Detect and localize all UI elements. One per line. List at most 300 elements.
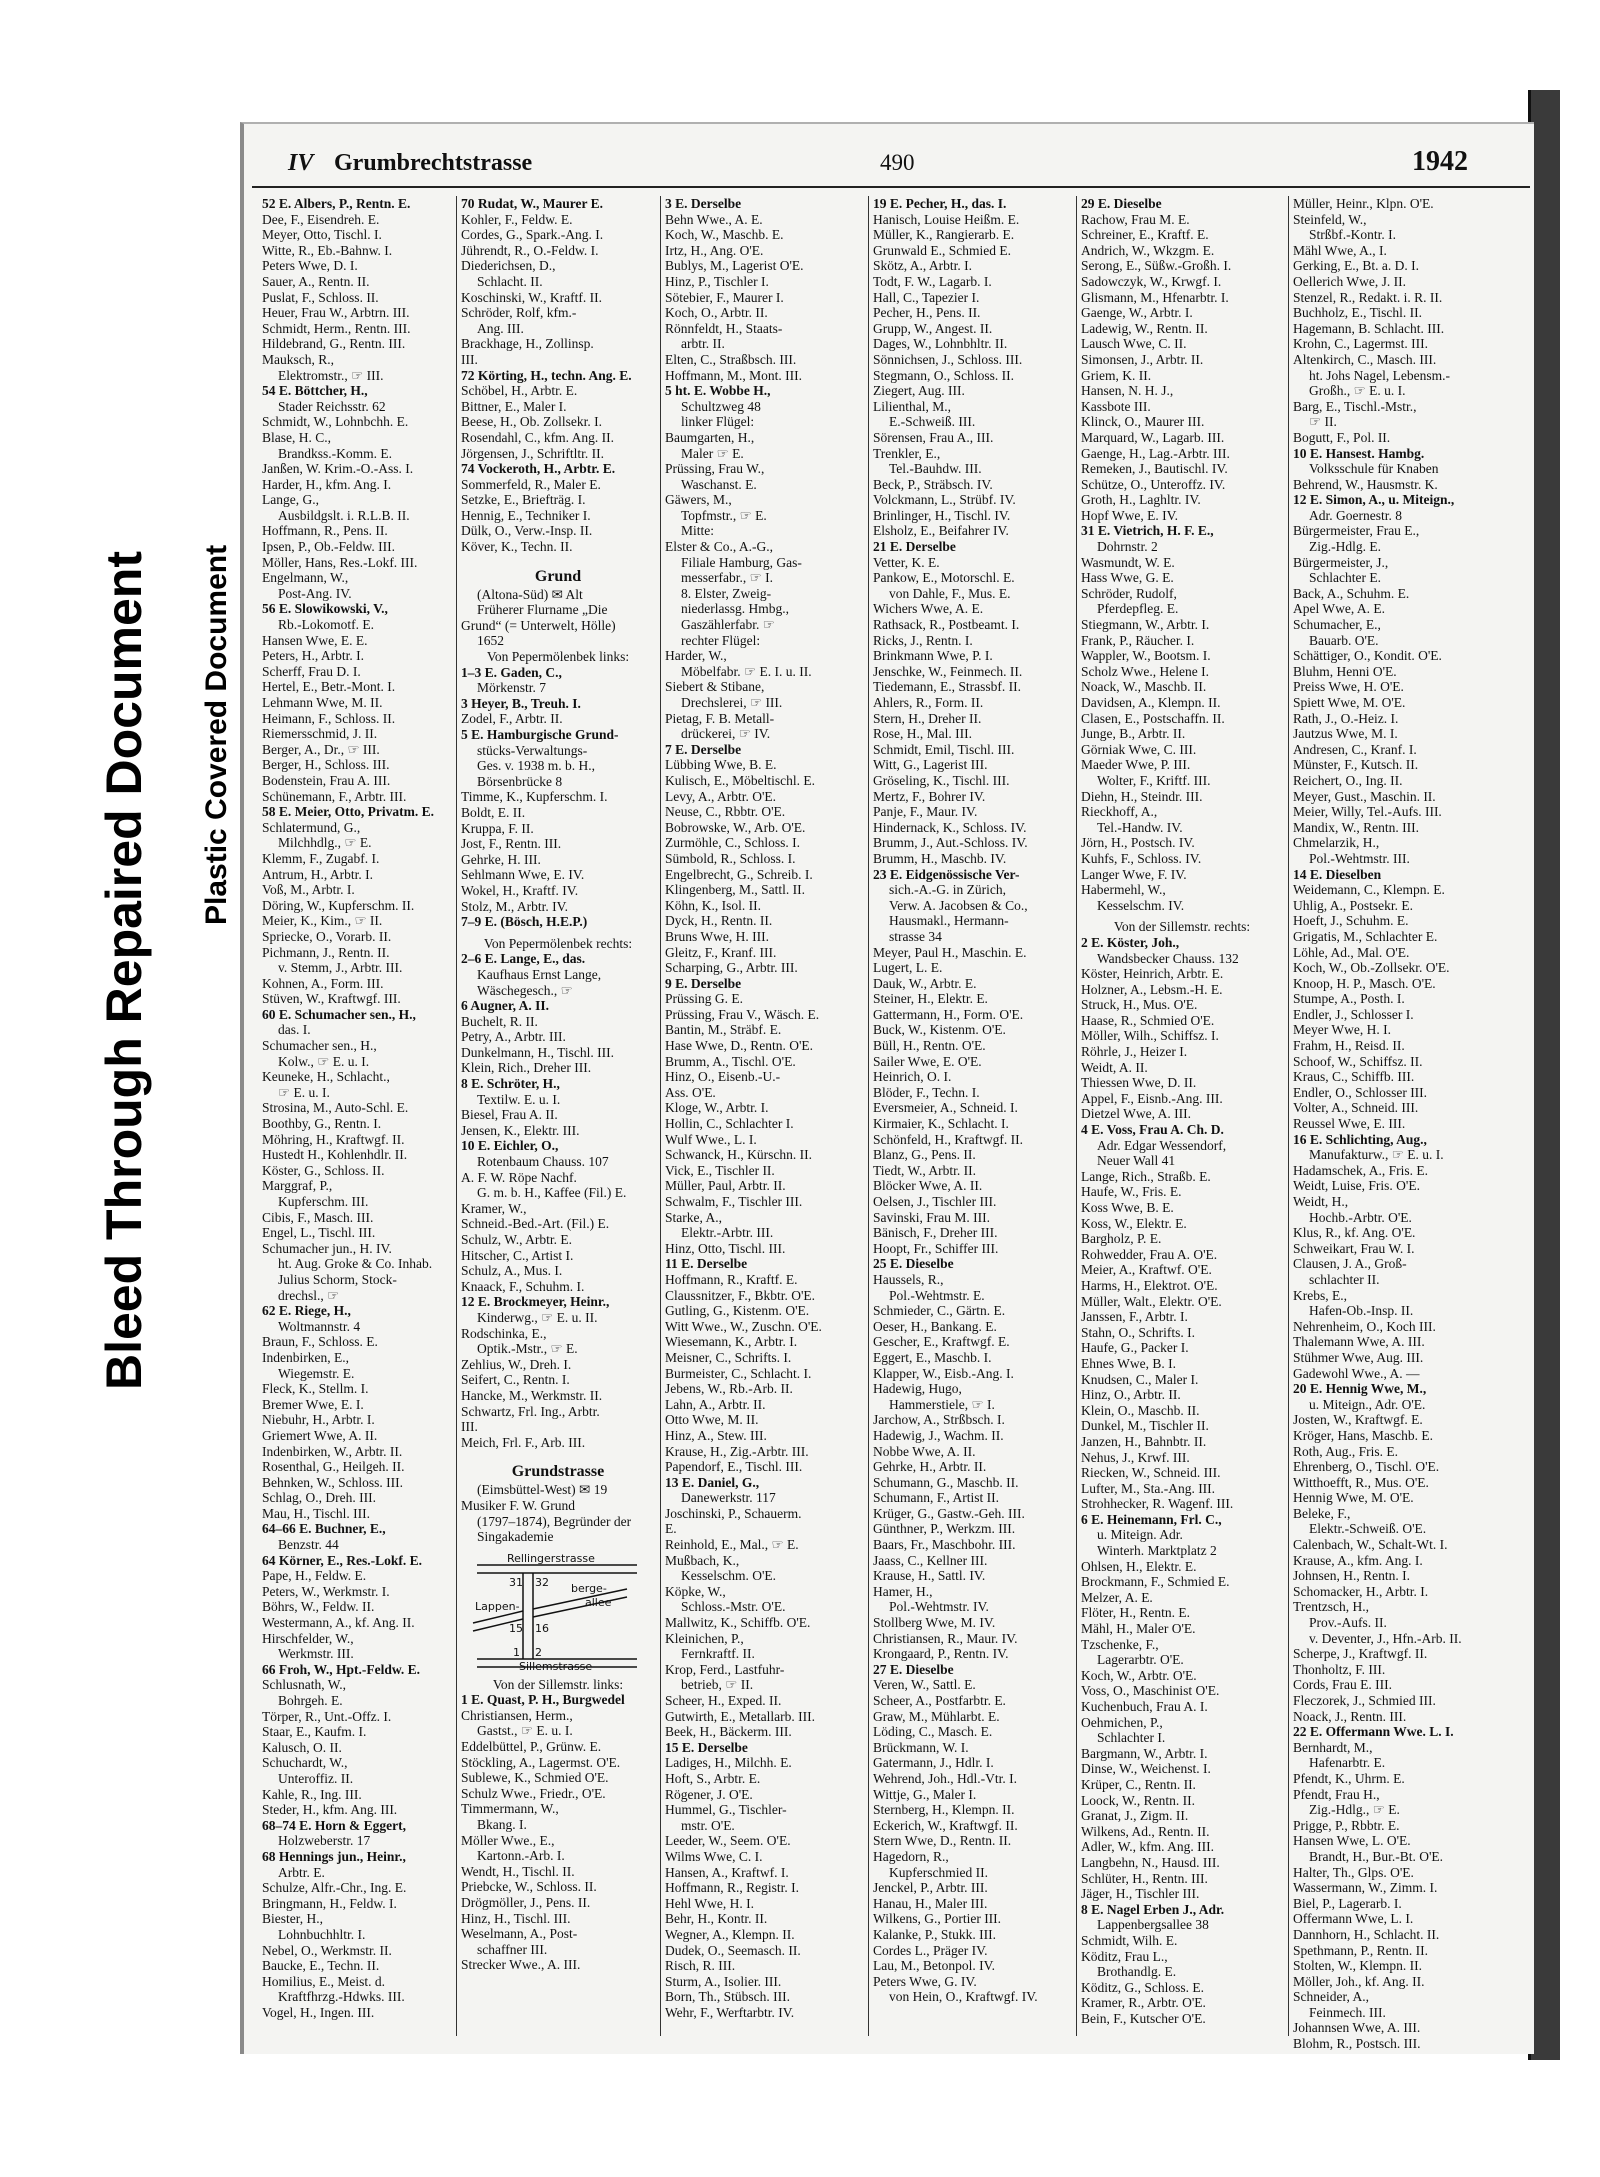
- entry-continuation: Ges. v. 1938 m. b. H.,: [477, 758, 595, 774]
- side-note-bleed-through: Bleed Through Repaired Document: [96, 551, 152, 1390]
- resident-entry: Baars, Fr., Maschbohr. III.: [873, 1537, 1016, 1553]
- resident-entry: Kahle, R., Ing. III.: [262, 1786, 362, 1802]
- resident-entry: Löhle, Ad., Mal. O'E.: [1293, 944, 1410, 960]
- resident-entry: Pfendt, K., Uhrm. E.: [1293, 1770, 1405, 1786]
- entry-continuation: Mitte:: [681, 523, 714, 539]
- resident-entry: Harder, W.,: [665, 648, 727, 664]
- house-entry: 60 E. Schumacher sen., H.,: [262, 1006, 416, 1022]
- directory-year: 1942: [1412, 146, 1468, 177]
- resident-entry: Koss Wwe, B. E.: [1081, 1200, 1174, 1215]
- resident-entry: Wichers Wwe, A. E.: [873, 601, 984, 617]
- resident-entry: Rönnfeldt, H., Staats-: [665, 320, 783, 336]
- resident-entry: Lehmann Wwe, M. II.: [262, 695, 383, 710]
- resident-entry: Gutwirth, E., Metallarb. III.: [665, 1708, 815, 1724]
- resident-entry: Hagedorn, R.,: [873, 1848, 949, 1864]
- resident-entry: Müller, Walt., Elektr. O'E.: [1081, 1293, 1222, 1309]
- resident-entry: Biester, H.,: [262, 1911, 323, 1927]
- resident-entry: Köster, G., Schloss. II.: [262, 1162, 385, 1178]
- resident-entry: Jaass, C., Kellner III.: [873, 1552, 988, 1568]
- resident-entry: Sönnichsen, J., Schloss. III.: [873, 351, 1023, 367]
- resident-entry: Klinck, O., Maurer III.: [1081, 414, 1205, 430]
- entry-continuation: Prov.-Aufs. II.: [1309, 1615, 1387, 1631]
- resident-entry: Müller, Paul, Arbtr. II.: [665, 1178, 786, 1194]
- resident-entry: Schuchardt, W.,: [262, 1755, 348, 1771]
- resident-entry: Hancke, M., Werkmstr. II.: [461, 1387, 603, 1403]
- resident-entry: Schumacher, E.,: [1293, 617, 1381, 633]
- entry-continuation: Kupferschmied II.: [889, 1864, 988, 1880]
- resident-entry: Elster & Co., A.-G.,: [665, 539, 773, 555]
- archive-side-notes: [0, 0, 240, 2177]
- entry-continuation: u. Miteign., Adr. O'E.: [1309, 1396, 1426, 1412]
- resident-entry: Bogutt, F., Pol. II.: [1293, 429, 1391, 445]
- resident-entry: Mähl Wwe, A., I.: [1293, 242, 1387, 258]
- entry-continuation: Strßbf.-Kontr. I.: [1309, 227, 1396, 243]
- resident-entry: Clasen, E., Postschaffn. II.: [1081, 710, 1225, 726]
- resident-entry: Halter, Th., Glps. O'E.: [1293, 1864, 1414, 1880]
- resident-entry: Savinski, Frau M. III.: [873, 1209, 990, 1225]
- directory-column-1: [258, 196, 454, 2036]
- resident-entry: Kulisch, E., Möbeltischl. E.: [665, 772, 815, 788]
- map-label-rellingerstrasse: Rellingerstrasse: [507, 1551, 595, 1565]
- resident-entry: Simonsen, J., Arbtr. II.: [1081, 351, 1204, 367]
- house-entry: 68 Hennings jun., Heinr.,: [262, 1848, 406, 1864]
- resident-entry: Bodenstein, Frau A. III.: [262, 772, 391, 788]
- resident-entry: Rosendahl, C., kfm. Ang. II.: [461, 429, 614, 445]
- resident-entry: Hopf Wwe, E. IV.: [1081, 507, 1178, 523]
- resident-entry: Wappler, W., Bootsm. I.: [1081, 648, 1211, 664]
- house-entry: 16 E. Schlichting, Aug.,: [1293, 1131, 1427, 1147]
- resident-entry: Steiner, H., Elektr. E.: [873, 991, 988, 1007]
- house-entry: 19 E. Pecher, H., das. I.: [873, 196, 1007, 211]
- house-entry: 20 E. Hennig Wwe, M.,: [1293, 1381, 1427, 1397]
- resident-entry: Mandix, W., Rentn. III.: [1293, 819, 1419, 835]
- entry-continuation: Post-Ang. IV.: [278, 585, 352, 601]
- resident-entry: Weidt, A. II.: [1081, 1059, 1148, 1075]
- resident-entry: Bruns Wwe, H. III.: [665, 928, 769, 944]
- resident-entry: Langer Wwe, F. IV.: [1081, 866, 1187, 882]
- entry-continuation: sich.-A.-G. in Zürich,: [889, 882, 1006, 898]
- resident-entry: Sommerfeld, R., Maler E.: [461, 476, 601, 492]
- resident-entry: Schröder, Rolf, kfm.-: [461, 305, 577, 321]
- resident-entry: Krongaard, P., Rentn. IV.: [873, 1646, 1009, 1662]
- resident-entry: Cibis, F., Masch. III.: [262, 1209, 374, 1225]
- entry-continuation: Elektr.-Schweiß. O'E.: [1309, 1521, 1427, 1537]
- resident-entry: Böhrs, W., Feldw. II.: [262, 1599, 375, 1615]
- resident-entry: Brumm, J., Aut.-Schloss. IV.: [873, 835, 1028, 851]
- resident-entry: Hoffmann, R., Registr. I.: [665, 1880, 799, 1896]
- resident-entry: Hoopt, Fr., Schiffer III.: [873, 1240, 999, 1256]
- resident-entry: Haase, R., Schmied O'E.: [1081, 1012, 1215, 1028]
- resident-entry: Beek, H., Bäckerm. III.: [665, 1724, 792, 1740]
- house-entry: 2–6 E. Lange, E., das.: [461, 951, 586, 967]
- entry-continuation: ☞ E. u. I.: [278, 1084, 330, 1100]
- resident-entry: Blase, H. C.,: [262, 429, 331, 445]
- house-entry: 52 E. Albers, P., Rentn. E.: [262, 196, 411, 211]
- entry-continuation: rechter Flügel:: [681, 632, 761, 648]
- entry-continuation: Hafenarbtr. E.: [1309, 1755, 1386, 1771]
- resident-entry: Ehrenberg, O., Tischl. O'E.: [1293, 1459, 1440, 1475]
- resident-entry: Müller, K., Rangierarb. E.: [873, 227, 1015, 243]
- resident-entry: Schwartz, Frl. Ing., Arbtr.: [461, 1403, 600, 1419]
- resident-entry: Schumann, G., Maschb. II.: [873, 1474, 1019, 1490]
- resident-entry: Törper, R., Unt.-Offz. I.: [262, 1708, 392, 1724]
- section-direction: Von Pepermölenbek links:: [486, 649, 630, 665]
- resident-entry: Sternberg, H., Klempn. II.: [873, 1802, 1015, 1818]
- entry-continuation: drechsl., ☞: [278, 1287, 340, 1303]
- resident-entry: Klein, O., Maschb. II.: [1081, 1402, 1200, 1418]
- resident-entry: Holzner, A., Lebsm.-H. E.: [1081, 981, 1223, 997]
- entry-continuation: strasse 34: [889, 928, 942, 944]
- resident-entry: Sauer, A., Rentn. II.: [262, 273, 370, 289]
- resident-entry: Oehmichen, P.,: [1081, 1714, 1163, 1730]
- resident-entry: Lugert, L. E.: [873, 960, 943, 976]
- entry-continuation: Brandt, H., Bur.-Bt. O'E.: [1309, 1848, 1444, 1864]
- entry-continuation: Schlachter E.: [1309, 570, 1381, 586]
- resident-entry: Pfendt, Frau H.,: [1293, 1786, 1380, 1802]
- resident-entry: Prigge, P., Rbbtr. E.: [1293, 1817, 1400, 1833]
- resident-entry: Schumacher sen., H.,: [262, 1038, 377, 1054]
- resident-entry: Hoeft, J., Schuhm. E.: [1293, 913, 1409, 929]
- resident-entry: Nebel, O., Werkmstr. II.: [262, 1942, 392, 1958]
- resident-entry: Jautzus Wwe, M. I.: [1293, 726, 1398, 742]
- entry-continuation: Werkmstr. III.: [278, 1646, 354, 1662]
- resident-entry: Bringmann, H., Feldw. I.: [262, 1895, 397, 1911]
- resident-entry: Behr, H., Kontr. II.: [665, 1911, 768, 1927]
- resident-entry: Köver, K., Techn. II.: [461, 539, 573, 555]
- resident-entry: Spiett Wwe, M. O'E.: [1293, 695, 1406, 710]
- entry-continuation: Julius Schorm, Stock-: [278, 1271, 397, 1287]
- resident-entry: Elten, C., Straßbsch. III.: [665, 351, 797, 367]
- resident-entry: Meyer, Gust., Maschin. II.: [1293, 788, 1436, 804]
- resident-entry: Glismann, M., Hfenarbtr. I.: [1081, 289, 1229, 305]
- resident-entry: Witt Wwe., W., Zuschn. O'E.: [665, 1318, 822, 1334]
- resident-entry: Lahn, A., Arbtr. II.: [665, 1396, 766, 1412]
- resident-entry: Reichert, O., Ing. II.: [1293, 772, 1403, 788]
- resident-entry: Sturm, A., Isolier. III.: [665, 1973, 782, 1989]
- resident-entry: Nobbe Wwe, A. II.: [873, 1443, 976, 1459]
- entry-continuation: Elektr.-Arbtr. III.: [681, 1225, 774, 1241]
- entry-continuation: ht. Aug. Groke & Co. Inhab.: [278, 1256, 433, 1272]
- house-entry: 12 E. Brockmeyer, Heinr.,: [461, 1294, 610, 1310]
- resident-entry: Klemm, F., Zugabf. I.: [262, 850, 380, 866]
- resident-entry: Mau, H., Tischl. III.: [262, 1505, 371, 1521]
- entry-continuation: Lohnbuchhltr. I.: [278, 1926, 366, 1942]
- house-entry: 62 E. Riege, H.,: [262, 1303, 351, 1319]
- resident-entry: Leeder, W., Seem. O'E.: [665, 1833, 791, 1849]
- entry-continuation: Kraftfhrzg.-Hdwks. III.: [278, 1989, 405, 2005]
- entry-continuation: Benzstr. 44: [278, 1537, 339, 1553]
- resident-entry: Dee, F., Eisendreh. E.: [262, 211, 380, 227]
- resident-entry: Schweikart, Frau W. I.: [1293, 1240, 1415, 1256]
- resident-entry: Schumann, F., Artist II.: [873, 1490, 1000, 1506]
- resident-entry: Barg, E., Tischl.-Mstr.,: [1293, 398, 1417, 414]
- entry-continuation: Gaszählerfabr. ☞: [681, 617, 775, 633]
- resident-entry: Kalusch, O. II.: [262, 1739, 342, 1755]
- resident-entry: Jensen, K., Elektr. III.: [461, 1122, 580, 1138]
- resident-entry: Hitscher, C., Artist I.: [461, 1247, 574, 1263]
- resident-entry: Gaenge, W., Arbtr. I.: [1081, 305, 1193, 321]
- resident-entry: Beleke, F.,: [1293, 1505, 1351, 1521]
- resident-entry: Dauk, W., Arbtr. E.: [873, 975, 977, 991]
- entry-continuation: v. Deventer, J., Hfn.-Arb. II.: [1309, 1630, 1462, 1646]
- resident-entry: Vogel, H., Ingen. III.: [262, 2004, 375, 2020]
- resident-entry: Mallwitz, K., Schiffb. O'E.: [665, 1615, 811, 1631]
- house-entry: 3 E. Derselbe: [665, 196, 742, 211]
- resident-entry: Engel, L., Tischl. III.: [262, 1225, 376, 1241]
- resident-entry: Witt, G., Lagerist III.: [873, 757, 988, 773]
- house-entry: 7–9 E. (Bösch, H.E.P.): [461, 914, 588, 930]
- resident-entry: Witte, R., Eb.-Bahnw. I.: [262, 242, 393, 258]
- resident-entry: Dinse, W., Weichenst. I.: [1081, 1761, 1211, 1777]
- resident-entry: Keuneke, H., Schlacht.,: [262, 1069, 390, 1085]
- entry-continuation: betrieb, ☞ II.: [681, 1677, 754, 1693]
- resident-entry: Westermann, A., kf. Ang. II.: [262, 1615, 415, 1631]
- entry-continuation: Großh., ☞ E. u. I.: [1309, 383, 1406, 399]
- resident-entry: Klein, Rich., Dreher III.: [461, 1060, 592, 1076]
- resident-entry: Brackhage, H., Zollinsp.: [461, 336, 594, 352]
- resident-entry: Veren, W., Sattl. E.: [873, 1677, 976, 1693]
- resident-entry: Wendt, H., Tischl. II.: [461, 1863, 575, 1879]
- entry-continuation: niederlassg. Hmbg.,: [681, 601, 789, 617]
- resident-entry: Panje, F., Maur. IV.: [873, 804, 978, 820]
- directory-page: [240, 122, 1534, 2054]
- resident-entry: Möller, Joh., kf. Ang. II.: [1293, 1973, 1425, 1989]
- resident-entry: Behn Wwe., A. E.: [665, 211, 763, 227]
- resident-entry: Ladiges, H., Milchh. E.: [665, 1755, 792, 1771]
- entry-continuation: Wäschegesch., ☞: [477, 982, 573, 998]
- resident-entry: Schlag, O., Dreh. III.: [262, 1490, 376, 1506]
- entry-continuation: Lappenbergsallee 38: [1097, 1917, 1209, 1933]
- resident-entry: Thalemann Wwe, A. III.: [1293, 1334, 1425, 1350]
- resident-entry: Hadewig, J., Wachm. II.: [873, 1427, 1004, 1443]
- resident-entry: Köhn, K., Isol. II.: [665, 897, 761, 913]
- resident-entry: Hoffmann, R., Pens. II.: [262, 523, 388, 539]
- resident-entry: Baumgarten, H.,: [665, 429, 755, 445]
- entry-continuation: Arbtr. E.: [278, 1864, 325, 1880]
- entry-continuation: Schultzweg 48: [681, 398, 761, 414]
- resident-entry: Krüger, G., Gastw.-Geh. III.: [873, 1505, 1025, 1521]
- resident-entry: Gutling, G., Kistenm. O'E.: [665, 1303, 810, 1319]
- resident-entry: Calenbach, W., Schalt-Wt. I.: [1293, 1537, 1448, 1553]
- section-direction: Von Pepermölenbek rechts:: [483, 935, 633, 951]
- resident-entry: Müller, Heinr., Klpn. O'E.: [1293, 196, 1434, 211]
- entry-continuation: Bauarb. O'E.: [1309, 632, 1379, 648]
- resident-entry: Wassermann, W., Zimm. I.: [1293, 1880, 1438, 1896]
- resident-entry: Oeser, H., Bankang. E.: [873, 1318, 997, 1334]
- entry-continuation: Kolw., ☞ E. u. I.: [278, 1053, 370, 1069]
- resident-entry: Wehr, F., Werftarbtr. IV.: [665, 2004, 795, 2020]
- resident-entry: E.: [665, 1521, 677, 1537]
- resident-entry: Tiedt, W., Arbtr. II.: [873, 1162, 977, 1178]
- entry-continuation: Manufakturw., ☞ E. u. I.: [1309, 1147, 1444, 1163]
- resident-entry: Johnsen, H., Rentn. I.: [1293, 1568, 1410, 1584]
- house-entry: 64 Körner, E., Res.-Lokf. E.: [262, 1552, 423, 1568]
- entry-continuation: Tel.-Handw. IV.: [1097, 819, 1183, 835]
- entry-continuation: Singakademie: [477, 1529, 554, 1545]
- resident-entry: Scharping, G., Arbtr. III.: [665, 960, 798, 976]
- resident-entry: Hehl Wwe, H. I.: [665, 1895, 754, 1911]
- resident-entry: Cords, Frau E. III.: [1293, 1677, 1392, 1693]
- resident-entry: Prüssing, Frau V., Wäsch. E.: [665, 1006, 820, 1022]
- resident-entry: Vetter, K. E.: [873, 554, 940, 570]
- resident-entry: Hirschfelder, W.,: [262, 1630, 354, 1646]
- resident-entry: Apel Wwe, A. E.: [1293, 601, 1385, 617]
- resident-entry: Bernhardt, M.,: [1293, 1739, 1373, 1755]
- resident-entry: Schwanck, H., Kürschn. II.: [665, 1147, 812, 1163]
- resident-entry: Hildebrand, G., Rentn. III.: [262, 336, 406, 352]
- resident-entry: Pecher, H., Pens. II.: [873, 305, 981, 321]
- resident-entry: Pichmann, J., Rentn. II.: [262, 944, 390, 960]
- resident-entry: Pankow, E., Motorschl. E.: [873, 570, 1015, 586]
- resident-entry: Buchholz, E., Tischl. II.: [1293, 305, 1423, 321]
- resident-entry: Dyck, H., Rentn. II.: [665, 913, 773, 929]
- resident-entry: Offermann Wwe, L. I.: [1293, 1911, 1414, 1927]
- resident-entry: Janssen, F., Arbtr. I.: [1081, 1309, 1188, 1325]
- resident-entry: Griemert Wwe, A. II.: [262, 1427, 378, 1443]
- resident-entry: Bublys, M., Lagerist O'E.: [665, 258, 804, 274]
- page-number: 490: [880, 150, 915, 175]
- resident-entry: Gattermann, H., Form. O'E.: [873, 1006, 1024, 1022]
- spacer: [461, 555, 655, 561]
- resident-entry: Ahlers, R., Form. II.: [873, 695, 984, 710]
- entry-continuation: Gastst., ☞ E. u. I.: [477, 1723, 573, 1739]
- resident-entry: Cordes L., Präger IV.: [873, 1942, 988, 1958]
- resident-entry: Nehrenheim, O., Koch III.: [1293, 1318, 1436, 1334]
- resident-entry: Blöcker Wwe, A. II.: [873, 1178, 983, 1194]
- resident-entry: Bargmann, W., Arbtr. I.: [1081, 1745, 1208, 1761]
- resident-entry: Hummel, G., Tischler-: [665, 1802, 787, 1818]
- resident-entry: Hinz, A., Stew. III.: [665, 1427, 767, 1443]
- resident-entry: Fleczorek, J., Schmied III.: [1293, 1693, 1436, 1708]
- resident-entry: Bremer Wwe, E. I.: [262, 1396, 364, 1412]
- resident-entry: Levy, A., Arbtr. O'E.: [665, 788, 777, 804]
- resident-entry: Claussnitzer, F., Bkbtr. O'E.: [665, 1287, 816, 1303]
- resident-entry: Engelbrecht, G., Schreib. I.: [665, 866, 813, 882]
- entry-continuation: (Altona-Süd) ✉ Alt: [477, 586, 583, 602]
- resident-entry: Stüven, W., Kraftwgf. III.: [262, 991, 401, 1007]
- resident-entry: Koch, W., Arbtr. O'E.: [1081, 1667, 1197, 1683]
- resident-entry: Schomacker, H., Arbtr. I.: [1293, 1583, 1429, 1599]
- resident-entry: Köditz, Frau L.,: [1081, 1948, 1168, 1964]
- resident-entry: Jenckel, P., Arbtr. III.: [873, 1880, 988, 1896]
- resident-entry: Hanisch, Louise Heißm. E.: [873, 211, 1020, 227]
- resident-entry: Remeken, J., Bautischl. IV.: [1081, 461, 1228, 477]
- resident-entry: Scholz Wwe., Helene I.: [1081, 663, 1209, 679]
- resident-entry: Kassbote III.: [1081, 398, 1151, 414]
- directory-column-6: [1288, 196, 1519, 2052]
- resident-entry: Burmeister, C., Schlacht. I.: [665, 1365, 812, 1381]
- entry-continuation: Danewerkstr. 117: [681, 1490, 776, 1506]
- resident-entry: Ehnes Wwe, B. I.: [1081, 1355, 1176, 1371]
- entry-continuation: Rotenbaum Chauss. 107: [477, 1154, 609, 1170]
- resident-entry: Indenbirken, E.,: [262, 1349, 349, 1365]
- house-entry: 10 E. Hansest. Hambg.: [1293, 445, 1425, 461]
- resident-entry: Brinkmann Wwe, P. I.: [873, 648, 993, 664]
- resident-entry: Wehrend, Joh., Hdl.-Vtr. I.: [873, 1770, 1018, 1786]
- resident-entry: Möller Wwe., E.,: [461, 1832, 555, 1848]
- resident-entry: Jenschke, W., Feinmech. II.: [873, 663, 1023, 679]
- map-label-lappen: Lappen-: [475, 1599, 520, 1613]
- resident-entry: Schmidt, W., Lohnbchh. E.: [262, 414, 409, 430]
- entry-continuation: Kupferschm. III.: [278, 1194, 369, 1209]
- resident-entry: Langbehn, N., Hausd. III.: [1081, 1854, 1220, 1870]
- resident-entry: Lange, G.,: [262, 492, 319, 508]
- resident-entry: Peters, W., Werkmstr. I.: [262, 1583, 390, 1599]
- house-entry: 12 E. Simon, A., u. Miteign.,: [1293, 492, 1455, 508]
- entry-continuation: Zig.-Hdlg. E.: [1309, 539, 1381, 555]
- house-entry: 25 E. Dieselbe: [873, 1256, 954, 1272]
- resident-entry: Jörgensen, J., Schriftltr. II.: [461, 445, 604, 461]
- resident-entry: Mähl, H., Maler O'E.: [1081, 1621, 1196, 1637]
- house-entry: 9 E. Derselbe: [665, 975, 742, 991]
- resident-entry: Blanz, G., Pens. II.: [873, 1147, 976, 1163]
- entry-continuation: Tel.-Bauhdw. III.: [889, 461, 982, 477]
- resident-entry: Heimann, F., Schloss. II.: [262, 710, 396, 726]
- entry-continuation: Börsenbrücke 8: [477, 773, 563, 789]
- entry-continuation: Filiale Hamburg, Gas-: [681, 554, 802, 570]
- resident-entry: Rath, J., O.-Heiz. I.: [1293, 710, 1399, 726]
- resident-entry: Knudsen, C., Maler I.: [1081, 1371, 1199, 1387]
- resident-entry: Niebuhr, H., Arbtr. I.: [262, 1412, 375, 1428]
- resident-entry: Lange, Rich., Straßb. E.: [1081, 1168, 1211, 1184]
- entry-continuation: Kinderwg., ☞ E. u. II.: [477, 1309, 598, 1325]
- resident-entry: Volter, A., Schneid. III.: [1293, 1100, 1419, 1116]
- resident-entry: Hansen Wwe, L. O'E.: [1293, 1833, 1411, 1849]
- resident-entry: Hass Wwe, G. E.: [1081, 570, 1174, 586]
- entry-continuation: Optik.-Mstr., ☞ E.: [477, 1341, 578, 1357]
- resident-entry: Roth, Aug., Fris. E.: [1293, 1443, 1399, 1459]
- resident-entry: Timmermann, W.,: [461, 1801, 559, 1817]
- resident-entry: Hollin, C., Schlachter I.: [665, 1116, 794, 1132]
- entry-continuation: Bohrgeh. E.: [278, 1693, 343, 1708]
- resident-entry: Ladewig, W., Rentn. II.: [1081, 320, 1208, 336]
- scan-edge-margin: [1560, 90, 1600, 2060]
- entry-continuation: Zig.-Hdlg., ☞ E.: [1309, 1802, 1400, 1818]
- resident-entry: Stern Wwe, D., Rentn. II.: [873, 1833, 1012, 1849]
- map-label-berge: berge-: [571, 1581, 607, 1595]
- resident-entry: Andrich, W., Wkzgm. E.: [1081, 242, 1215, 258]
- resident-entry: Janßen, W. Krim.-O.-Ass. I.: [262, 461, 414, 477]
- entry-continuation: Feinmech. III.: [1309, 2004, 1386, 2020]
- resident-entry: Hase Wwe, D., Rentn. O'E.: [665, 1038, 814, 1054]
- resident-entry: Bargholz, P. E.: [1081, 1231, 1162, 1247]
- entry-continuation: Fernkraftf. II.: [681, 1646, 755, 1662]
- resident-entry: Uhlig, A., Postsekr. E.: [1293, 897, 1414, 913]
- resident-entry: Papendorf, E., Tischl. III.: [665, 1459, 803, 1475]
- resident-entry: Meyer Wwe, H. I.: [1293, 1022, 1391, 1038]
- resident-entry: Kohnen, A., Form. III.: [262, 975, 384, 991]
- resident-entry: Habermehl, W.,: [1081, 882, 1166, 898]
- resident-entry: Ziegert, Aug. III.: [873, 383, 965, 399]
- entry-continuation: schaffner III.: [477, 1941, 548, 1957]
- resident-entry: Schoof, W., Schiffsz. II.: [1293, 1053, 1423, 1069]
- resident-entry: Todt, F. W., Lagarb. I.: [873, 273, 992, 289]
- entry-continuation: Pferdepfleg. E.: [1097, 601, 1179, 617]
- house-entry: 72 Körting, H., techn. Ang. E.: [461, 367, 632, 383]
- resident-entry: Rathsack, R., Postbeamt. I.: [873, 617, 1020, 633]
- entry-continuation: Adr. Goernestr. 8: [1309, 507, 1402, 523]
- house-entry: 6 E. Heinemann, Frl. C.,: [1081, 1511, 1222, 1527]
- resident-entry: Weidt, H.,: [1293, 1194, 1349, 1209]
- resident-entry: Neuse, C., Rbbtr. O'E.: [665, 804, 786, 820]
- resident-entry: Büll, H., Rentn. O'E.: [873, 1038, 986, 1054]
- resident-entry: Brückmann, W. I.: [873, 1739, 969, 1755]
- house-entry: 6 Augner, A. II.: [461, 998, 550, 1014]
- resident-entry: Dunkel, M., Tischler II.: [1081, 1418, 1209, 1434]
- resident-entry: Stern, H., Dreher II.: [873, 710, 982, 726]
- resident-entry: Köster, Heinrich, Arbtr. E.: [1081, 966, 1224, 982]
- house-entry: 56 E. Slowikowski, V.,: [262, 601, 388, 617]
